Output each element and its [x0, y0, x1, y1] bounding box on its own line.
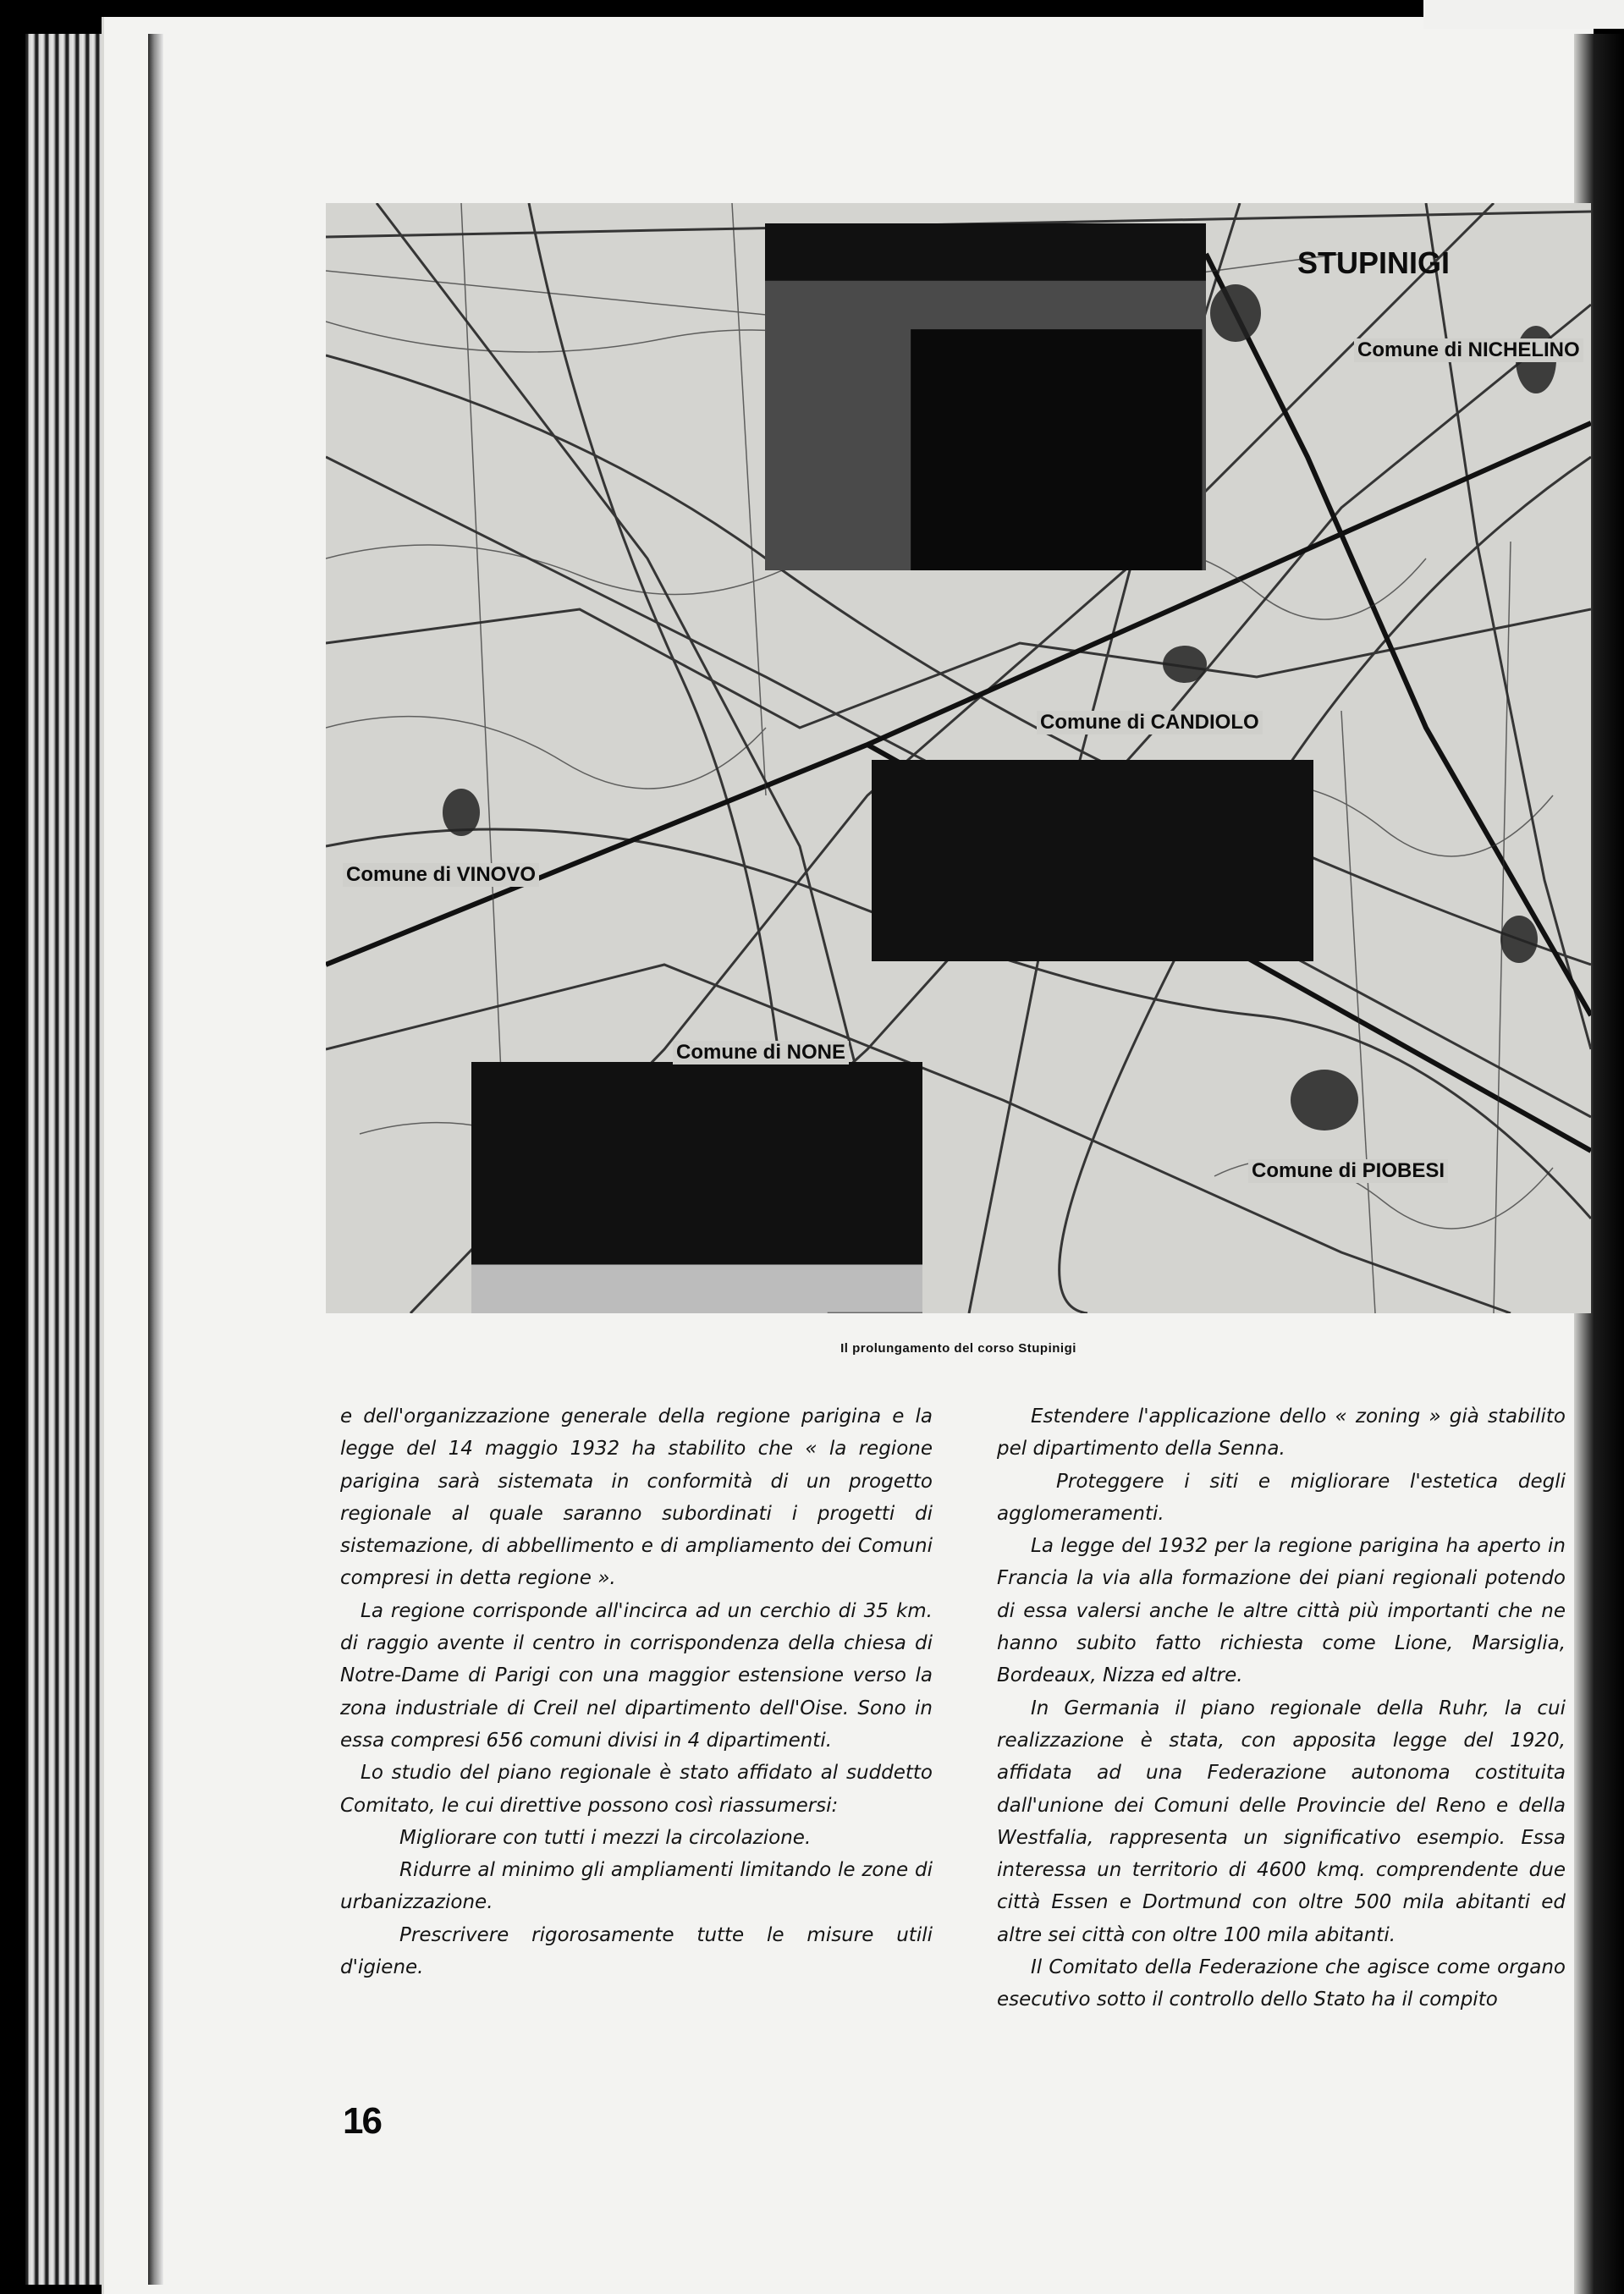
- map-figure: [326, 203, 1591, 1313]
- paragraph: La legge del 1932 per la regione parigina ha aperto in Francia la via alla formazione dei piani regionali potendo di essa valersi anche le altre città più importanti che ne hanno subito fatto richiesta come Lione, Marsiglia, Bordeaux, Nizza ed altre.: [997, 1535, 1566, 1687]
- inset-photo-villa: [471, 1062, 922, 1313]
- inset-photo-avenue-2: [872, 760, 1313, 961]
- paragraph: Il Comitato della Federazione che agisce come organo esecutivo sotto il controllo dello Stato ha il compito: [997, 1956, 1566, 2011]
- map-label-none: Comune di NONE: [673, 1041, 849, 1064]
- paragraph: La regione corrisponde all'incirca ad un cerchio di 35 km. di raggio avente il centro in corrispondenza della chiesa di Notre-Dame di Parigi con una maggior estensione verso la zona industriale di Creil nel dipartimento dell'Oise. Sono in essa compresi 656 comuni divisi in 4 dipartimenti.: [340, 1599, 933, 1752]
- paragraph: e dell'organizzazione generale della regione parigina e la legge del 14 maggio 1932 ha stabilito che « la regione parigina sarà sistemata in conformità di un progetto regionale al quale saranno subordinati i progetti di sistemazione, di abbellimento e di ampliamento dei Comuni compresi in detta regione ».: [340, 1406, 933, 1590]
- map-label-candiolo: Comune di CANDIOLO: [1037, 711, 1263, 734]
- list-item: Estendere l'applicazione dello « zoning » già stabilito pel dipartimento della Senna.: [997, 1406, 1566, 1461]
- inset-photo-avenue-1: [765, 223, 1206, 570]
- map-label-nichelino: Comune di NICHELINO: [1354, 338, 1583, 362]
- paragraph: Lo studio del piano regionale è stato affidato al suddetto Comitato, le cui direttive possono così riassumersi:: [340, 1762, 933, 1817]
- map-label-vinovo: Comune di VINOVO: [343, 863, 539, 887]
- page-number: 16: [343, 2100, 381, 2142]
- paragraph: In Germania il piano regionale della Ruhr, la cui realizzazione è stata, con apposita legge del 1920, affidata ad una Federazione autonoma costituita dall'unione dei Comuni delle Provincie del Reno e della Westfalia, rappresenta un significativo esempio. Essa interessa un territorio di 4600 kmq. comprendente due città Essen e Dortmund con oltre 500 mila abitanti ed altre sei città con oltre 100 mila abitanti.: [997, 1697, 1566, 1946]
- figure-caption: Il prolungamento del corso Stupinigi: [840, 1341, 1076, 1356]
- list-item: Migliorare con tutti i mezzi la circolazione.: [399, 1826, 812, 1849]
- list-item: Proteggere i siti e migliorare l'estetica degli agglomeramenti.: [997, 1470, 1566, 1525]
- list-item: Prescrivere rigorosamente tutte le misure utili d'igiene.: [340, 1923, 933, 1979]
- map-label-piobesi: Comune di PIOBESI: [1248, 1159, 1448, 1183]
- map-label-stupinigi: STUPINIGI: [1297, 245, 1451, 280]
- text-column-left: [340, 1400, 933, 1983]
- binding-shadow: [148, 34, 163, 2285]
- next-page-corner: [1423, 0, 1624, 29]
- list-item: Ridurre al minimo gli ampliamenti limitando le zone di urbanizzazione.: [340, 1859, 933, 1914]
- text-column-right: [997, 1400, 1566, 2016]
